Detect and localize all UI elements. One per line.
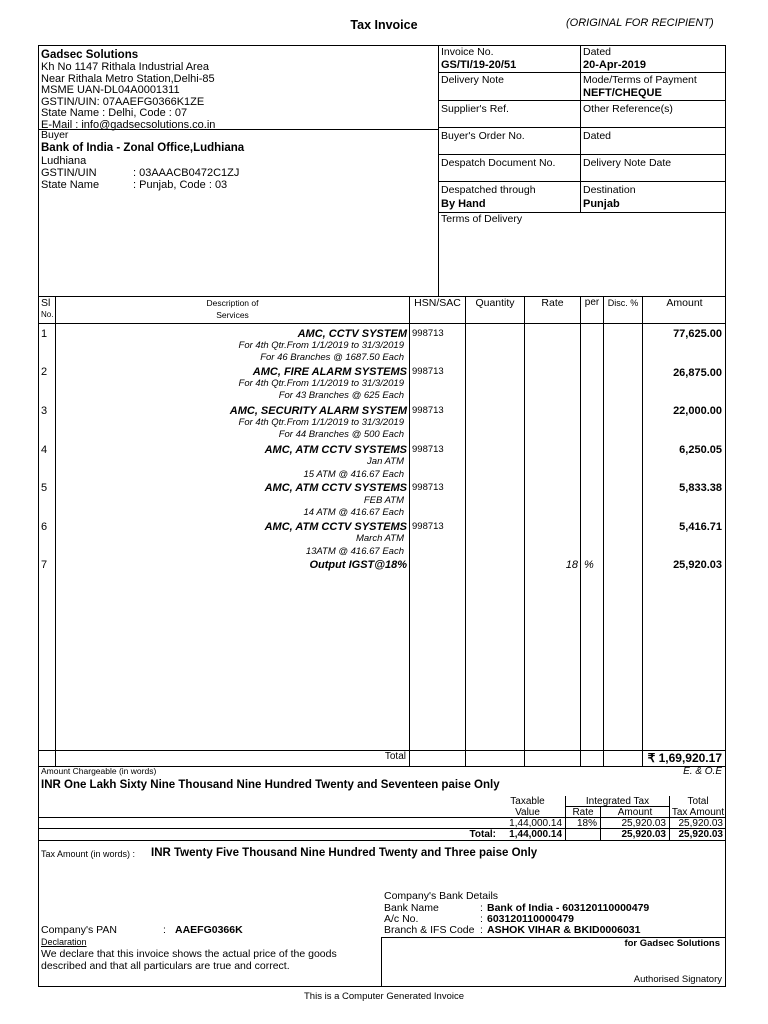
- summary-total-taxable: 1,44,000.14: [509, 829, 562, 840]
- row-title: AMC, CCTV SYSTEM: [297, 328, 407, 340]
- bank-colon: :: [480, 924, 483, 936]
- row-sub: 15 ATM @ 416.67 Each: [303, 469, 404, 480]
- buyer-order-label: Buyer's Order No.: [441, 130, 525, 142]
- bank-colon: :: [480, 913, 483, 925]
- row-hsn: 998713: [412, 444, 444, 455]
- row-per: %: [584, 559, 594, 571]
- row-sub: For 43 Branches @ 625 Each: [278, 390, 404, 401]
- bank-colon: :: [480, 902, 483, 914]
- taxable-header: Taxable: [510, 796, 545, 807]
- destination: Punjab: [583, 198, 620, 210]
- row-title: AMC, ATM CCTV SYSTEMS: [264, 521, 407, 533]
- row-sub: March ATM: [355, 533, 404, 544]
- total-amount: ₹ 1,69,920.17: [647, 751, 722, 765]
- seller-line: MSME UAN-DL04A0001311: [41, 84, 180, 96]
- row-amount: 5,416.71: [679, 521, 722, 533]
- bank-ac-label: A/c No.: [384, 913, 419, 925]
- row-title: AMC, SECURITY ALARM SYSTEM: [229, 405, 407, 417]
- summary-total-label: Total:: [469, 829, 496, 840]
- mode-label: Mode/Terms of Payment: [583, 74, 697, 86]
- row-sl: 5: [41, 482, 48, 494]
- bank-branch-label: Branch & IFS Code: [384, 924, 475, 936]
- row-sub: For 46 Branches @ 1687.50 Each: [260, 352, 404, 363]
- buyer-label: Buyer: [41, 129, 69, 141]
- tax-words-label: Tax Amount (in words) :: [41, 849, 136, 859]
- col-qty: Quantity: [475, 297, 515, 309]
- delivery-note-date-label: Delivery Note Date: [583, 157, 672, 169]
- seller-name: Gadsec Solutions: [41, 49, 139, 61]
- row-sub: Jan ATM: [367, 456, 404, 467]
- taxable-header-2: Value: [515, 807, 540, 818]
- col-desc-sub: Services: [216, 310, 249, 320]
- igst-amount-header: Amount: [617, 807, 653, 818]
- row-title: Output IGST@18%: [309, 559, 407, 571]
- buyer-gstin: : 03AAACB0472C1ZJ: [133, 167, 240, 179]
- row-sl: 6: [41, 521, 48, 533]
- row-title: AMC, ATM CCTV SYSTEMS: [264, 482, 407, 494]
- supplier-ref-label: Supplier's Ref.: [441, 103, 509, 115]
- row-sub: For 4th Qtr.From 1/1/2019 to 31/3/2019: [238, 340, 404, 351]
- row-hsn: 998713: [412, 328, 444, 339]
- other-ref-label: Other Reference(s): [583, 103, 673, 115]
- summary-total-tax: 25,920.03: [678, 829, 723, 840]
- pan-label: Company's PAN: [41, 924, 117, 936]
- invoice-title: Tax Invoice: [350, 18, 418, 32]
- row-amount: 77,625.00: [673, 328, 722, 340]
- bank-heading: Company's Bank Details: [384, 890, 499, 902]
- row-sub: FEB ATM: [363, 495, 404, 506]
- row-amount: 22,000.00: [673, 405, 722, 417]
- row-sl: 1: [41, 328, 48, 340]
- despatched-through-label: Despatched through: [441, 184, 536, 196]
- row-hsn: 998713: [412, 366, 444, 377]
- seller-line: GSTIN/UIN: 07AAEFG0366K1ZE: [41, 95, 205, 108]
- seller-line: E-Mail : info@gadsecsolutions.co.in: [41, 118, 216, 131]
- igst-rate-header: Rate: [572, 807, 594, 818]
- seller-line: Kh No 1147 Rithala Industrial Area: [41, 61, 209, 73]
- row-title: AMC, FIRE ALARM SYSTEMS: [252, 366, 407, 378]
- invoice-date: 20-Apr-2019: [583, 59, 646, 71]
- chargeable-label: Amount Chargeable (in words): [41, 766, 157, 776]
- row-amount: 25,920.03: [673, 559, 722, 571]
- row-hsn: 998713: [412, 405, 444, 416]
- row-sub: For 4th Qtr.From 1/1/2019 to 31/3/2019: [238, 378, 404, 389]
- row-amount: 5,833.38: [679, 482, 722, 494]
- authorised-signatory: Authorised Signatory: [633, 974, 722, 985]
- row-sub: For 4th Qtr.From 1/1/2019 to 31/3/2019: [238, 417, 404, 428]
- row-sub: 13ATM @ 416.67 Each: [305, 546, 404, 557]
- declaration-text-2: described and that all particulars are true and correct.: [41, 960, 290, 972]
- total-tax-header-2: Tax Amount: [671, 807, 725, 818]
- dated-label: Dated: [583, 46, 612, 58]
- terms-delivery-label: Terms of Delivery: [441, 213, 523, 225]
- seller-line: State Name : Delhi, Code : 07: [41, 107, 188, 119]
- delivery-note-label: Delivery Note: [441, 74, 505, 86]
- row-sl: 4: [41, 444, 48, 456]
- for-company: for Gadsec Solutions: [624, 938, 720, 949]
- row-title: AMC, ATM CCTV SYSTEMS: [264, 444, 407, 456]
- col-hsn: HSN/SAC: [414, 297, 461, 309]
- row-amount: 6,250.05: [679, 444, 722, 456]
- total-tax-header: Total: [687, 796, 709, 807]
- buyer-order-dated-label: Dated: [583, 130, 612, 142]
- seller-block: [41, 48, 215, 131]
- igst-header: Integrated Tax: [585, 796, 650, 807]
- computer-generated-note: This is a Computer Generated Invoice: [304, 991, 464, 1002]
- row-sub: 14 ATM @ 416.67 Each: [303, 507, 404, 518]
- invoice-no-label: Invoice No.: [441, 46, 494, 58]
- payment-mode: NEFT/CHEQUE: [583, 87, 662, 99]
- col-amount: Amount: [666, 297, 703, 309]
- buyer-gstin-label: GSTIN/UIN: [41, 167, 97, 179]
- col-rate: Rate: [541, 297, 564, 309]
- despatch-doc-label: Despatch Document No.: [441, 157, 556, 169]
- row-sl: 3: [41, 405, 48, 417]
- row-sub: For 44 Branches @ 500 Each: [278, 429, 404, 440]
- bank-ac: 603120110000479: [487, 913, 575, 925]
- taxable-value: 1,44,000.14: [509, 818, 562, 829]
- total-label: Total: [384, 751, 406, 762]
- invoice-no: GS/TI/19-20/51: [441, 59, 517, 71]
- declaration-label: Declaration: [41, 937, 87, 947]
- col-per: per: [584, 297, 600, 308]
- row-sl: 7: [41, 559, 48, 571]
- seller-line: Near Rithala Metro Station,Delhi-85: [41, 72, 215, 85]
- row-amount: 26,875.00: [673, 367, 722, 379]
- row-hsn: 998713: [412, 482, 444, 493]
- chargeable-text: INR One Lakh Sixty Nine Thousand Nine Hundred Twenty and Seventeen paise Only: [41, 779, 500, 791]
- col-desc: Description of: [206, 298, 259, 308]
- row-sl: 2: [41, 366, 48, 378]
- eoe-label: E. & O.E: [683, 766, 722, 777]
- tax-words-text: INR Twenty Five Thousand Nine Hundred Twenty and Three paise Only: [151, 847, 538, 859]
- summary-total-igst: 25,920.03: [621, 829, 666, 840]
- buyer-city: Ludhiana: [41, 155, 87, 167]
- buyer-state-label: State Name: [41, 179, 100, 191]
- destination-label: Destination: [583, 184, 636, 196]
- igst-amount: 25,920.03: [621, 818, 666, 829]
- pan-colon: :: [163, 924, 166, 936]
- row-rate: 18: [565, 559, 578, 571]
- col-disc: Disc. %: [607, 298, 639, 308]
- buyer-state: : Punjab, Code : 03: [133, 179, 228, 191]
- despatched-through: By Hand: [441, 198, 486, 210]
- buyer-name: Bank of India - Zonal Office,Ludhiana: [41, 142, 245, 154]
- declaration-text: We declare that this invoice shows the actual price of the goods: [41, 948, 337, 960]
- pan-value: AAEFG0366K: [175, 924, 243, 936]
- row-hsn: 998713: [412, 521, 444, 532]
- total-tax-amount: 25,920.03: [678, 818, 723, 829]
- col-sl: Sl: [41, 297, 51, 309]
- igst-rate: 18%: [576, 818, 597, 829]
- col-no: No.: [41, 310, 54, 319]
- bank-name-label: Bank Name: [384, 902, 439, 914]
- copy-label: (ORIGINAL FOR RECIPIENT): [566, 17, 714, 29]
- bank-branch: ASHOK VIHAR & BKID0006031: [487, 924, 641, 936]
- bank-name: Bank of India - 603120110000479: [487, 902, 650, 914]
